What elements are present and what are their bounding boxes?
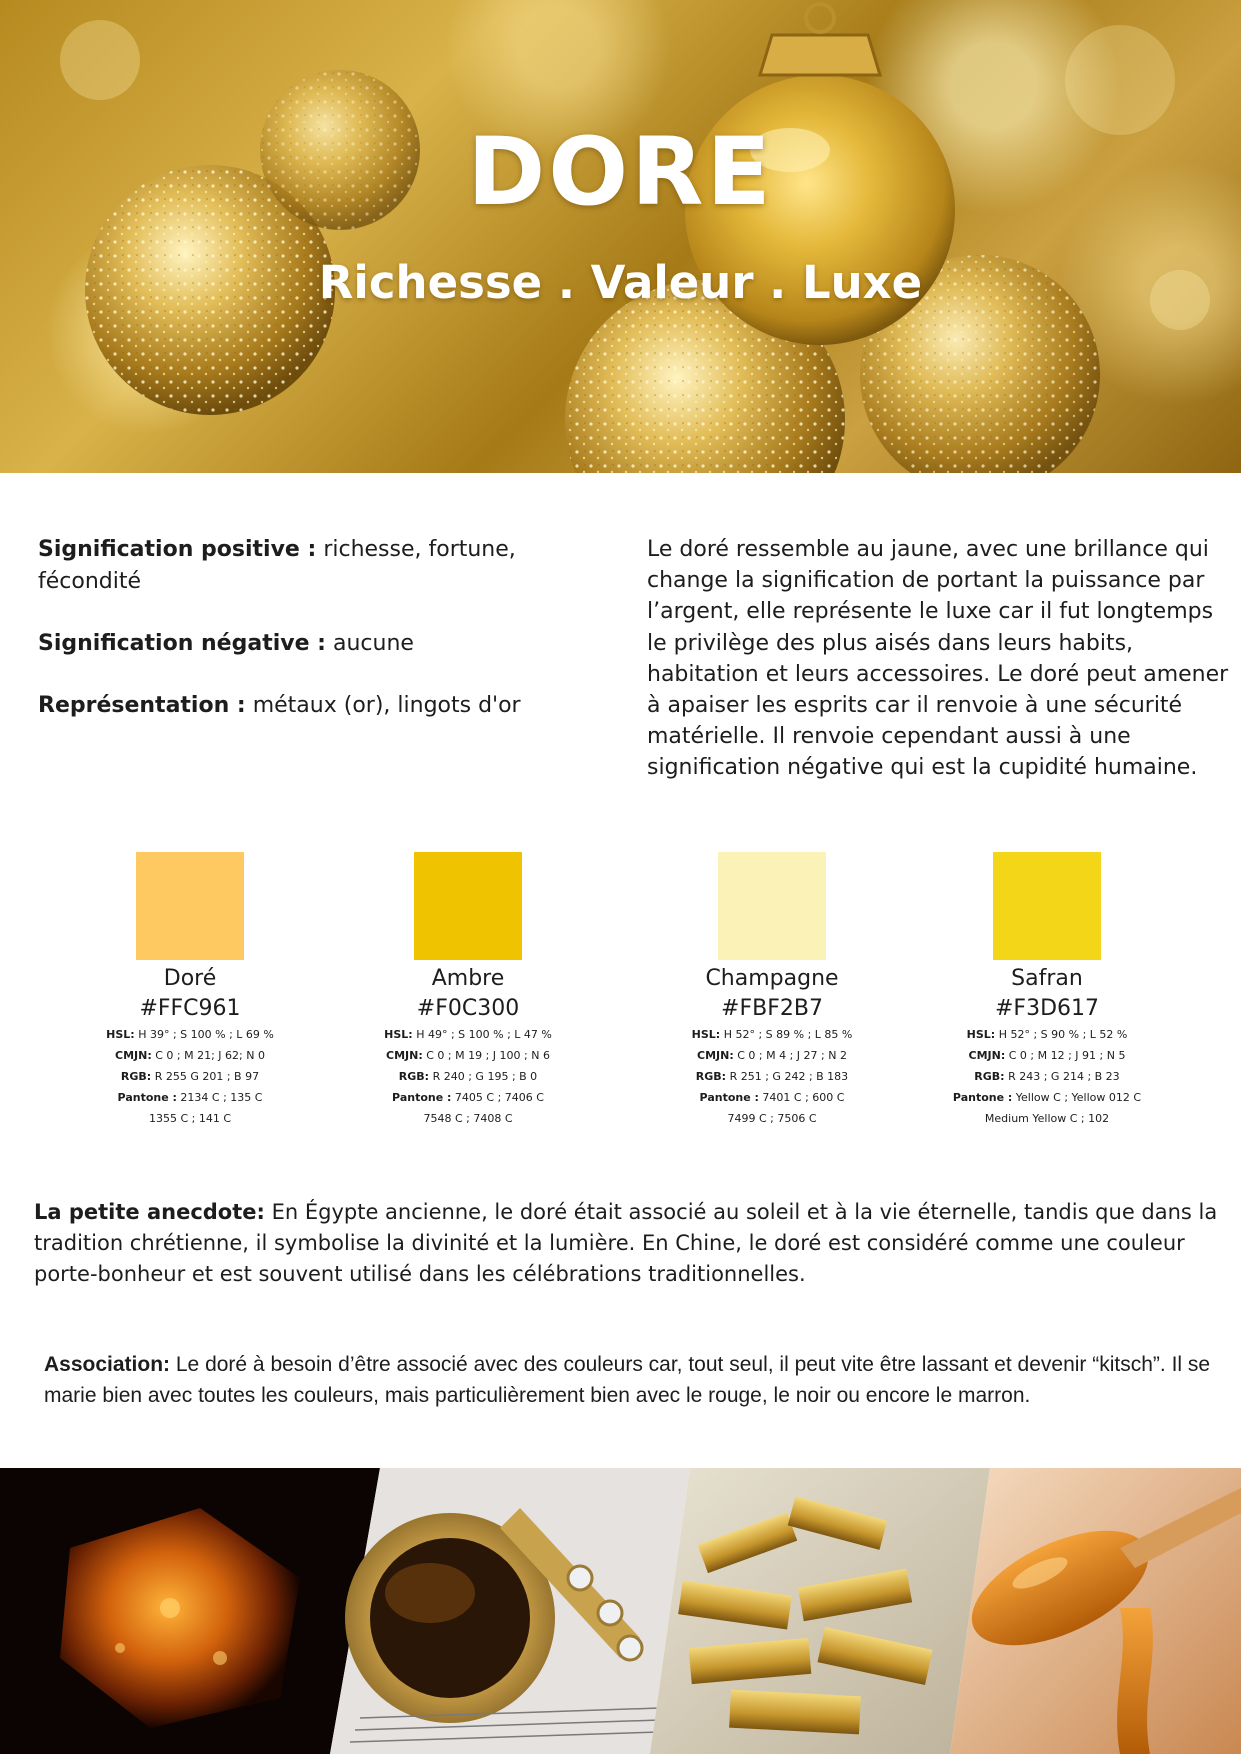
swatch-pantone: Pantone : Yellow C ; Yellow 012 C	[952, 1091, 1142, 1104]
ornament-cap	[760, 35, 880, 75]
swatch-name: Doré	[163, 966, 217, 991]
swatch-pantone-cont: 1355 C ; 141 C	[148, 1112, 232, 1125]
swatch-name: Ambre	[431, 966, 505, 991]
swatch-name: Champagne	[705, 966, 839, 991]
gold-ornaments-illustration	[0, 0, 1241, 473]
swatch-rgb: RGB: R 255 G 201 ; B 97	[120, 1070, 260, 1083]
representation	[38, 690, 578, 722]
swatch-color-box	[993, 852, 1101, 960]
amber-stone-photo	[0, 1468, 380, 1754]
positive-meaning-label: Signification positive :	[38, 537, 317, 562]
gold-bars-photo	[650, 1468, 990, 1754]
swatch-pantone: Pantone : 7405 C ; 7406 C	[392, 1091, 544, 1104]
swatch-safran	[927, 852, 1167, 1129]
hero-banner	[0, 0, 1241, 473]
swatch-cmjn: CMJN: C 0 ; M 21; J 62; N 0	[115, 1049, 265, 1062]
representation-text: métaux (or), lingots d'or	[252, 693, 521, 718]
association-text: Le doré à besoin d’être associé avec des couleurs car, tout seul, il peut vite être lassant et devenir “kitsch”. Il se marie bien avec toutes les couleurs, mais particulièrement bien avec le rouge, le noir ou encore le marron.	[44, 1353, 1211, 1407]
swatch-champagne	[652, 852, 892, 1129]
swatch-hsl: HSL: H 39° ; S 100 % ; L 69 %	[106, 1028, 274, 1041]
swatch-dore	[70, 852, 310, 1129]
negative-meaning-label: Signification négative :	[38, 631, 326, 656]
swatch-name: Safran	[1011, 966, 1083, 991]
swatch-rgb: RGB: R 240 ; G 195 ; B 0	[398, 1070, 538, 1083]
swatch-cmjn: CMJN: C 0 ; M 12 ; J 91 ; N 5	[968, 1049, 1126, 1062]
swatch-hex: #FBF2B7	[721, 996, 823, 1021]
swatch-pantone-cont: 7548 C ; 7408 C	[423, 1112, 513, 1125]
photo-strip	[0, 1468, 1241, 1754]
positive-meaning	[38, 534, 578, 598]
swatch-color-box	[718, 852, 826, 960]
swatch-hex: #F3D617	[994, 996, 1100, 1021]
color-description: Le doré ressemble au jaune, avec une brillance qui change la signification de portant la puissance par l’argent, elle représente le luxe car il fut longtemps le privilège des plus aisés dans leurs habits, habitation et leurs accessoires. Le doré peut amener à apaiser les esprits car il renvoie à une sécurité matérielle. Il renvoie cependant aussi à une signification négative qui est la cupidité humaine.	[647, 537, 1229, 781]
page-title: DORE	[467, 118, 774, 227]
photo-collage	[0, 1468, 1241, 1754]
swatch-color-box	[414, 852, 522, 960]
anecdote-paragraph	[34, 1197, 1224, 1290]
honey-spoon-photo	[950, 1468, 1241, 1754]
swatch-pantone-cont: Medium Yellow C ; 102	[984, 1112, 1110, 1125]
swatch-hsl: HSL: H 52° ; S 90 % ; L 52 %	[966, 1028, 1128, 1041]
association-paragraph	[44, 1350, 1224, 1411]
representation-label: Représentation :	[38, 693, 246, 718]
swatch-hex: #F0C300	[416, 996, 520, 1021]
swatch-ambre	[348, 852, 588, 1129]
negative-meaning-text: aucune	[332, 631, 414, 656]
swatch-color-box	[136, 852, 244, 960]
swatch-rgb: RGB: R 251 ; G 242 ; B 183	[695, 1070, 849, 1083]
swatch-pantone: Pantone : 2134 C ; 135 C	[117, 1091, 263, 1104]
swatch-cmjn: CMJN: C 0 ; M 4 ; J 27 ; N 2	[697, 1049, 847, 1062]
association-label: Association:	[44, 1353, 171, 1376]
anecdote-label: La petite anecdote:	[34, 1200, 265, 1224]
swatch-hsl: HSL: H 49° ; S 100 % ; L 47 %	[384, 1028, 552, 1041]
swatch-rgb: RGB: R 243 ; G 214 ; B 23	[974, 1070, 1120, 1083]
swatch-pantone-cont: 7499 C ; 7506 C	[727, 1112, 817, 1125]
swatch-cmjn: CMJN: C 0 ; M 19 ; J 100 ; N 6	[386, 1049, 550, 1062]
page-subtitle: Richesse . Valeur . Luxe	[318, 256, 923, 309]
meanings-block	[38, 534, 578, 752]
anecdote-text: En Égypte ancienne, le doré était associé au soleil et à la vie éternelle, tandis que dans la tradition chrétienne, il symbolise la divinité et la lumière. En Chine, le doré est considéré comme une couleur porte-bonheur et est souvent utilisé dans les célébrations traditionnelles.	[34, 1200, 1218, 1286]
swatch-hex: #FFC961	[139, 996, 241, 1021]
swatch-hsl: HSL: H 52° ; S 89 % ; L 85 %	[691, 1028, 853, 1041]
negative-meaning	[38, 628, 578, 660]
positive-meaning-text: richesse, fortune, fécondité	[38, 537, 516, 594]
swatch-pantone: Pantone : 7401 C ; 600 C	[699, 1091, 845, 1104]
saxophone-photo	[330, 1468, 690, 1754]
